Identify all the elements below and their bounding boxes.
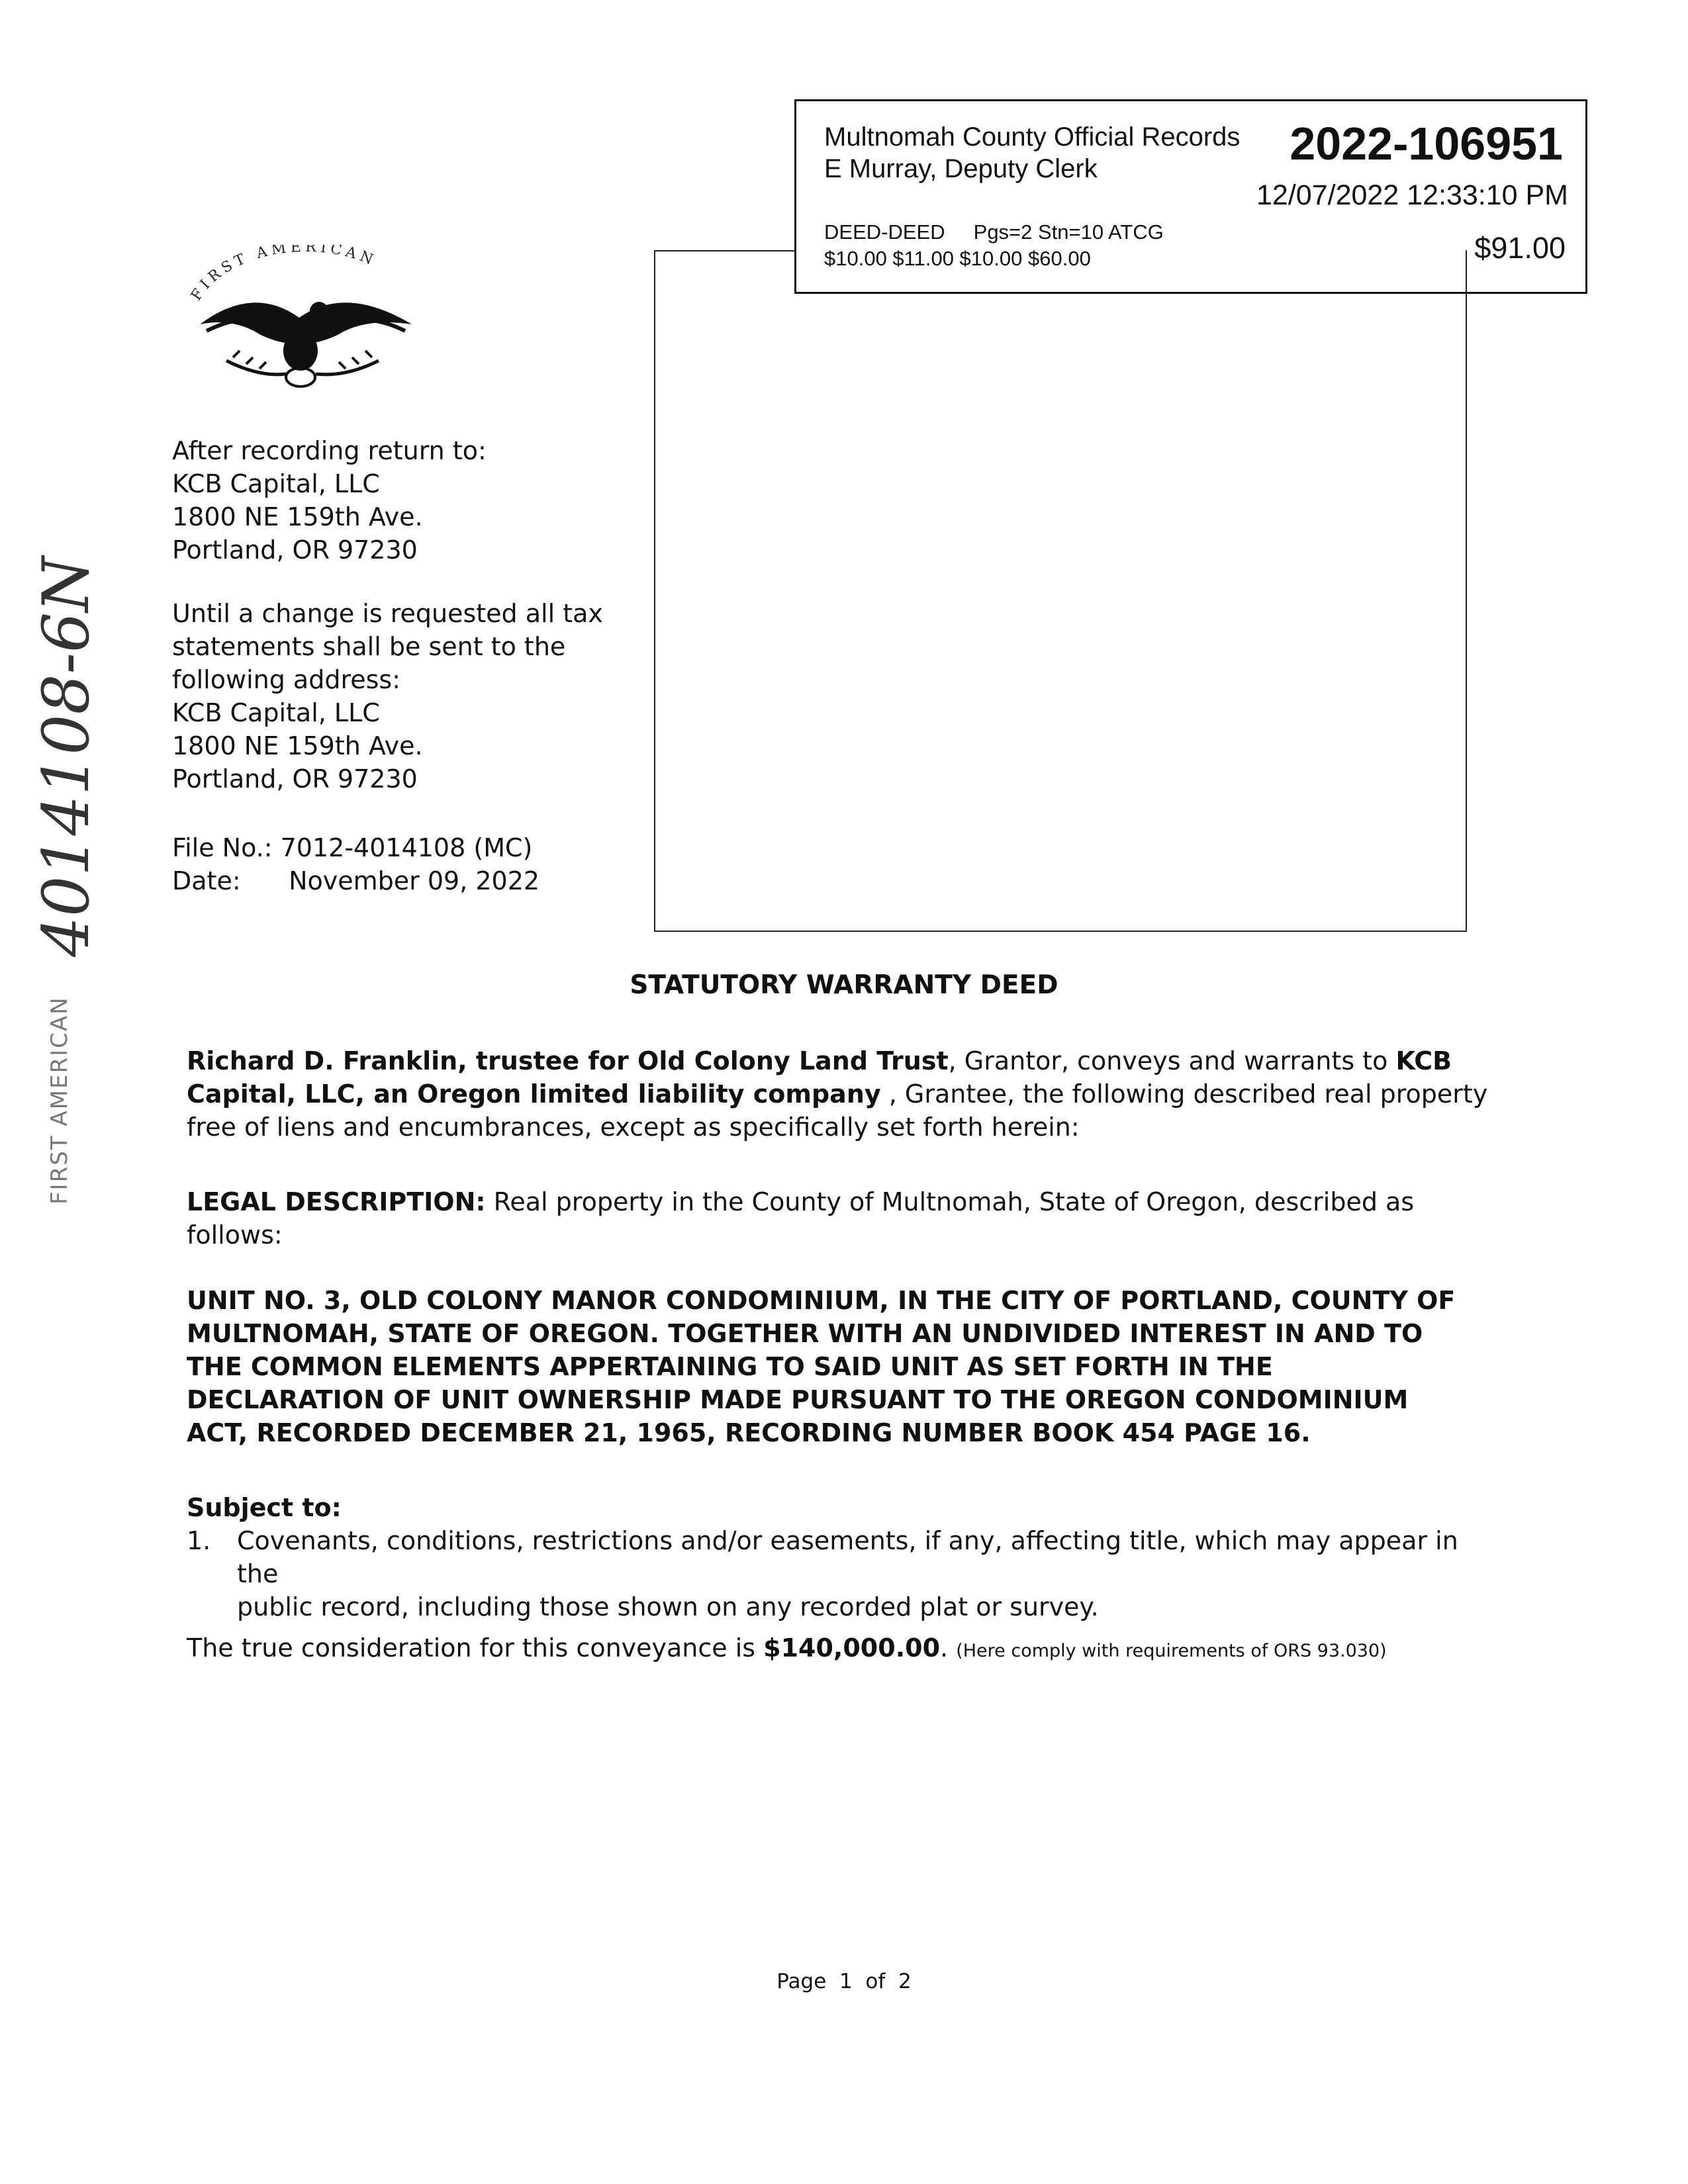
legal-line: MULTNOMAH, STATE OF OREGON. TOGETHER WITH AN UNDIVIDED INTEREST IN AND TO <box>187 1319 1423 1348</box>
legal-description-text: follows: <box>187 1220 283 1250</box>
ors-note: (Here comply with requirements of ORS 93.030) <box>956 1641 1387 1661</box>
return-to-line: KCB Capital, LLC <box>172 469 380 498</box>
first-american-logo <box>154 245 445 397</box>
consideration-amount: $140,000.00 <box>763 1633 941 1662</box>
fee-codes-line2: $10.00 $11.00 $10.00 $60.00 <box>824 247 1091 270</box>
tax-line: following address: <box>172 665 401 694</box>
first-american-margin-stamp: FIRST AMERICAN <box>46 996 73 1205</box>
grantor-name: Richard D. Franklin, trustee for Old Colony Land Trust <box>187 1046 949 1075</box>
return-to-line: 1800 NE 159th Ave. <box>172 502 423 531</box>
legal-description-label: LEGAL DESCRIPTION: <box>187 1187 486 1216</box>
conveyance-text: , Grantee, the following described real property <box>880 1079 1488 1109</box>
record-datetime: 12/07/2022 12:33:10 PM <box>1256 179 1568 211</box>
tax-line: statements shall be sent to the <box>172 632 566 661</box>
tax-line: KCB Capital, LLC <box>172 698 380 727</box>
tax-line: Portland, OR 97230 <box>172 764 418 794</box>
deed-title: STATUTORY WARRANTY DEED <box>630 970 1058 1000</box>
grantee-name-part2: Capital, LLC, an Oregon limited liability company <box>187 1079 881 1109</box>
logo-text: FIRST AMERICAN <box>188 245 379 304</box>
file-info <box>172 831 539 897</box>
item-number: 1. <box>187 1526 211 1555</box>
return-to-heading: After recording return to: <box>172 436 487 465</box>
county-records <box>824 121 1240 185</box>
file-number: File No.: 7012-4014108 (MC) <box>172 833 533 862</box>
item-text: public record, including those shown on any recorded plat or survey. <box>237 1592 1099 1621</box>
tax-statements-block <box>172 597 603 796</box>
consideration-period: . <box>940 1633 949 1662</box>
conveyance-text: free of liens and encumbrances, except as specifically set forth herein: <box>187 1113 1080 1142</box>
return-to-block <box>172 434 487 567</box>
subject-to-item <box>187 1524 1477 1623</box>
consideration-text: The true consideration for this conveyance is <box>187 1633 764 1662</box>
conveyance-text: , Grantor, conveys and warrants to <box>948 1046 1396 1075</box>
recording-area-box <box>654 250 1467 932</box>
eagle-icon <box>154 245 445 397</box>
grantee-name-part1: KCB <box>1395 1046 1452 1075</box>
legal-line: ACT, RECORDED DECEMBER 21, 1965, RECORDING NUMBER BOOK 454 PAGE 16. <box>187 1418 1311 1447</box>
return-to-line: Portland, OR 97230 <box>172 535 418 565</box>
legal-line: DECLARATION OF UNIT OWNERSHIP MADE PURSUANT TO THE OREGON CONDOMINIUM <box>187 1385 1409 1414</box>
subject-to-heading: Subject to: <box>187 1493 342 1522</box>
fee-codes-line1: DEED-DEED Pgs=2 Stn=10 ATCG <box>824 220 1164 244</box>
legal-description-intro <box>187 1185 1511 1251</box>
conveyance-paragraph <box>187 1044 1511 1144</box>
file-date: Date: November 09, 2022 <box>172 866 540 895</box>
deputy-clerk: E Murray, Deputy Clerk <box>824 154 1098 183</box>
tax-line: 1800 NE 159th Ave. <box>172 731 423 760</box>
tax-line: Until a change is requested all tax <box>172 599 603 628</box>
consideration-line <box>187 1631 1511 1668</box>
legal-description-text: Real property in the County of Multnomah, State of Oregon, described as <box>485 1187 1415 1216</box>
item-text: Covenants, conditions, restrictions and/or easements, if any, affecting title, which may appear in the <box>237 1526 1458 1588</box>
legal-description-body <box>187 1284 1511 1449</box>
svg-text:FIRST AMERICAN <box>188 245 379 304</box>
fee-total: $91.00 <box>1474 231 1566 265</box>
legal-line: UNIT NO. 3, OLD COLONY MANOR CONDOMINIUM, IN THE CITY OF PORTLAND, COUNTY OF <box>187 1286 1456 1315</box>
legal-line: THE COMMON ELEMENTS APPERTAINING TO SAID UNIT AS SET FORTH IN THE <box>187 1352 1273 1381</box>
record-number: 2022-106951 <box>1289 118 1563 169</box>
side-margin-annotations <box>29 483 132 1231</box>
page-number: Page 1 of 2 <box>776 1970 912 1993</box>
county-name: Multnomah County Official Records <box>824 122 1241 152</box>
handwritten-file-number: 4014108-6N <box>29 556 103 957</box>
